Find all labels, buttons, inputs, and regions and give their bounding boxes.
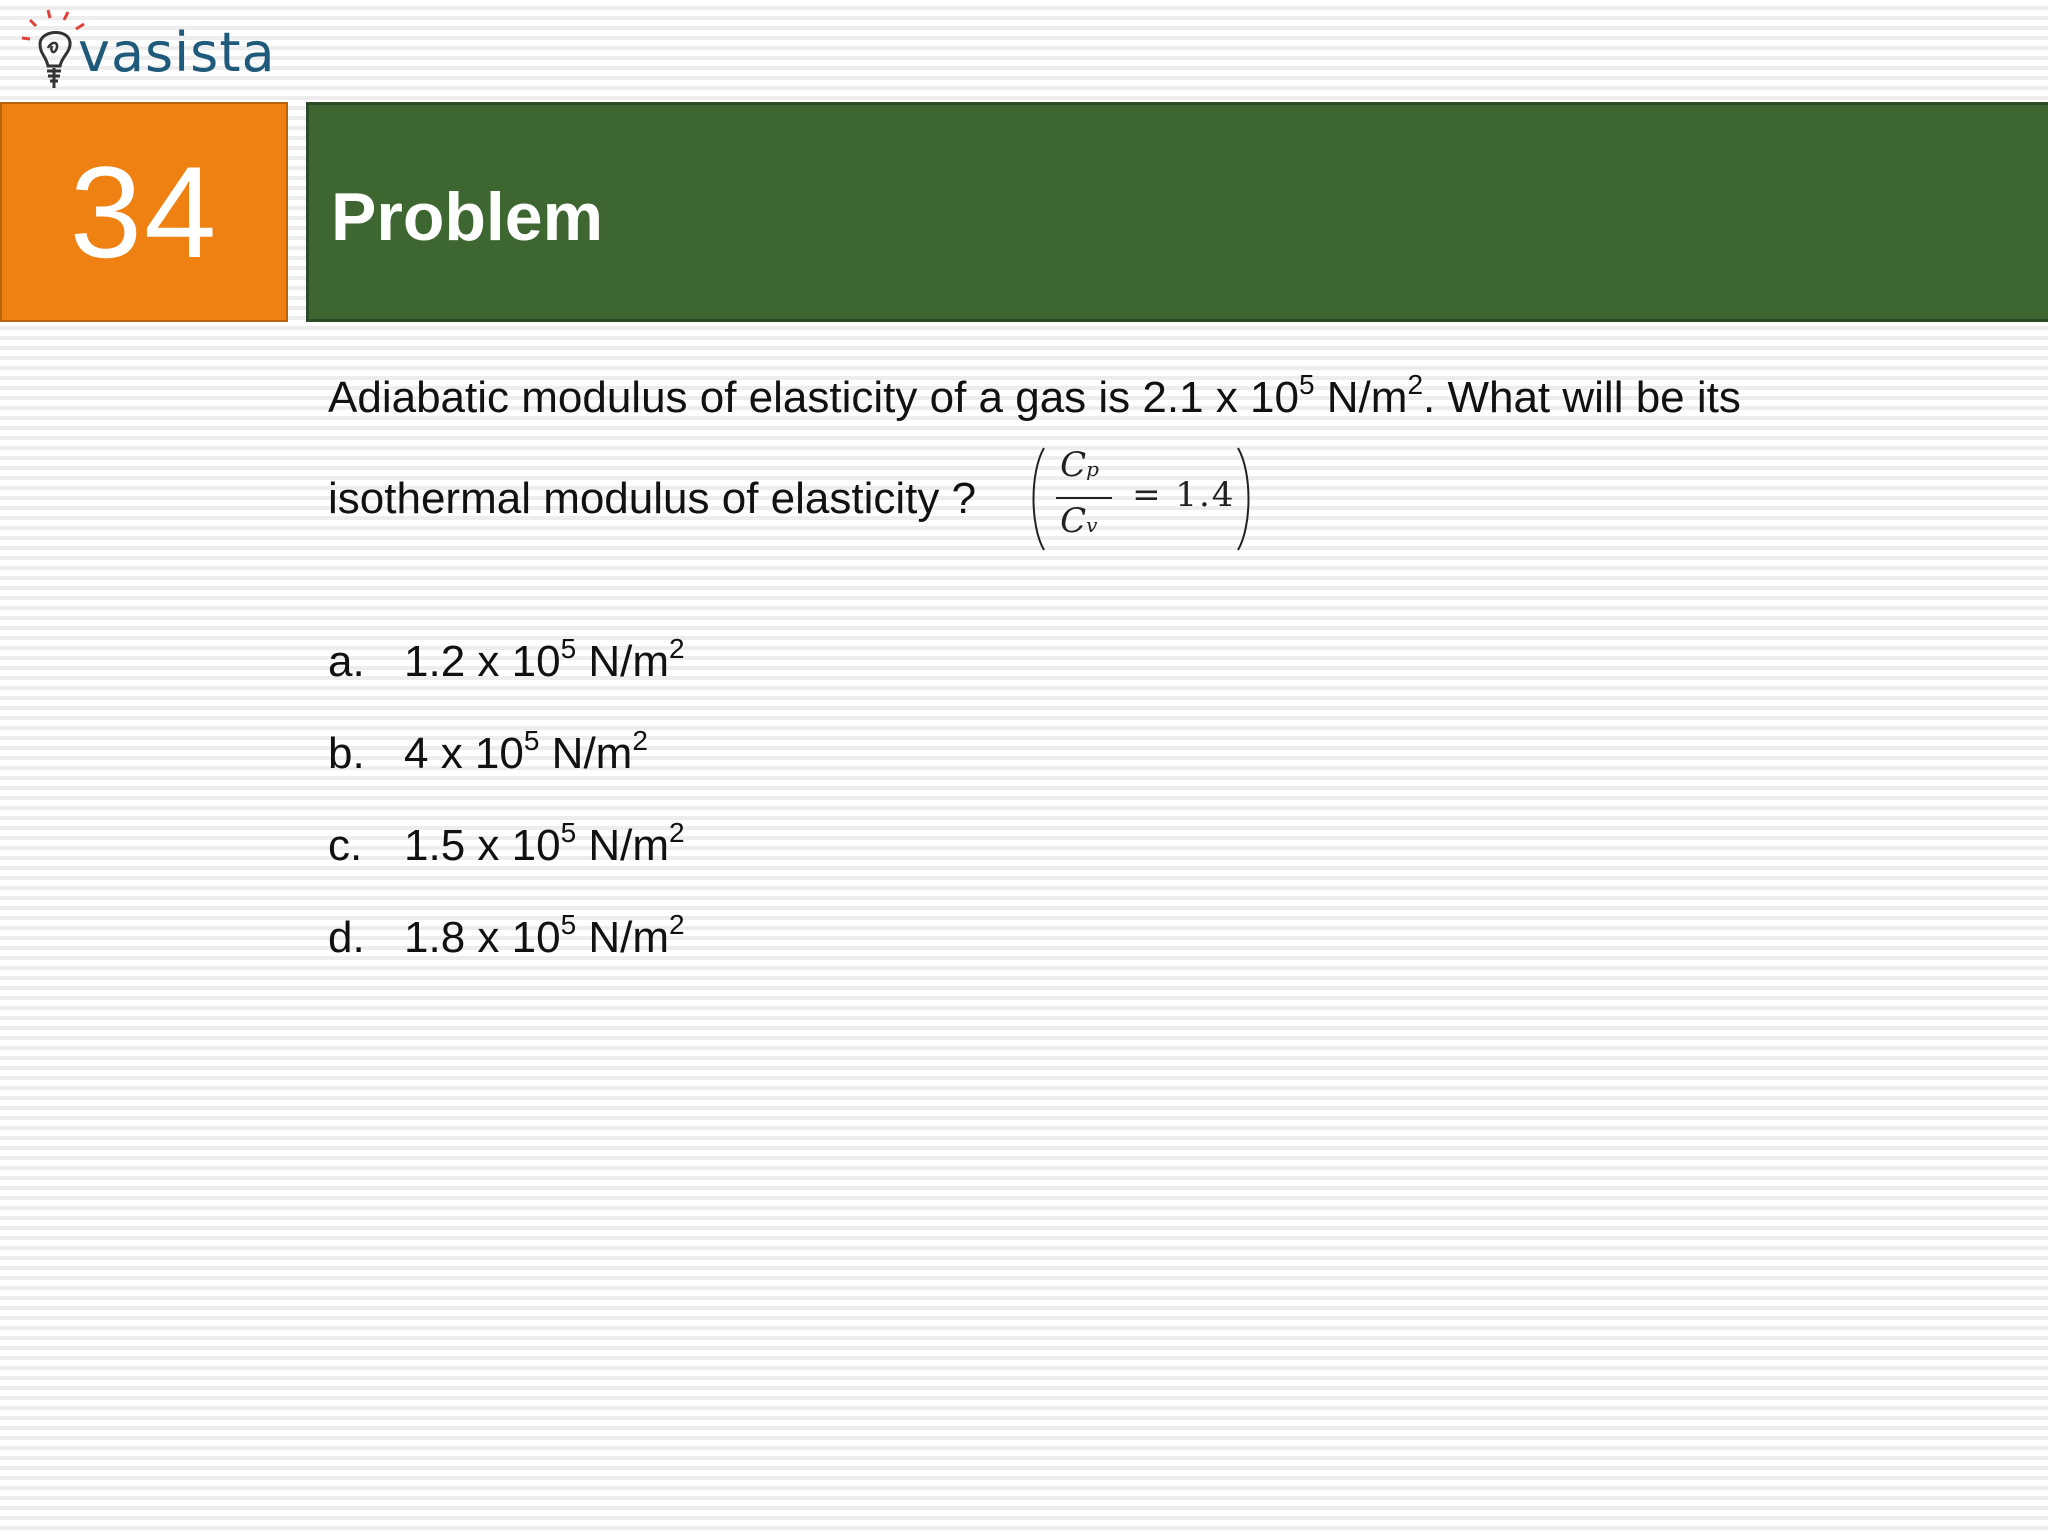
logo-text: vasista <box>78 21 276 84</box>
slide-number: 34 <box>69 139 219 285</box>
vasista-logo <box>18 4 298 100</box>
slide-number-box <box>0 102 288 322</box>
question-line-2: isothermal modulus of elasticity ? Cp Cv = 1.4 <box>328 444 2008 554</box>
option-d[interactable]: d. 1.8 x $10^5$ $N/m^2$ <box>328 909 685 962</box>
formula-numerator: Cp <box>1060 445 1099 485</box>
option-c[interactable]: c. 1.5 x $10^5$ $N/m^2$ <box>328 817 685 870</box>
option-value: 1.8 x $10^5$ $N/m^2$ <box>404 909 685 962</box>
title-bar <box>306 102 2048 322</box>
option-b[interactable]: b. 4 x $10^5$ $N/m^2$ <box>328 725 648 778</box>
question-line-1: Adiabatic modulus of elasticity of a gas is 2.1 x $10^5$ $N/m^2$. What will be its <box>328 369 1741 422</box>
option-value: 1.2 x $10^5$ $N/m^2$ <box>404 633 685 686</box>
question-text <box>328 352 2008 554</box>
slide-title: Problem <box>331 179 604 255</box>
option-value: 4 x $10^5$ $N/m^2$ <box>404 725 648 778</box>
formula-denominator: Cv <box>1060 501 1098 541</box>
gamma-formula <box>1028 444 1256 554</box>
fraction-bar <box>1056 497 1112 499</box>
option-value: 1.5 x $10^5$ $N/m^2$ <box>404 817 685 870</box>
option-a[interactable]: a. 1.2 x $10^5$ $N/m^2$ <box>328 633 685 686</box>
formula-fraction <box>1054 444 1114 554</box>
formula-equals: = 1.4 <box>1132 475 1236 515</box>
answer-options <box>328 616 685 984</box>
